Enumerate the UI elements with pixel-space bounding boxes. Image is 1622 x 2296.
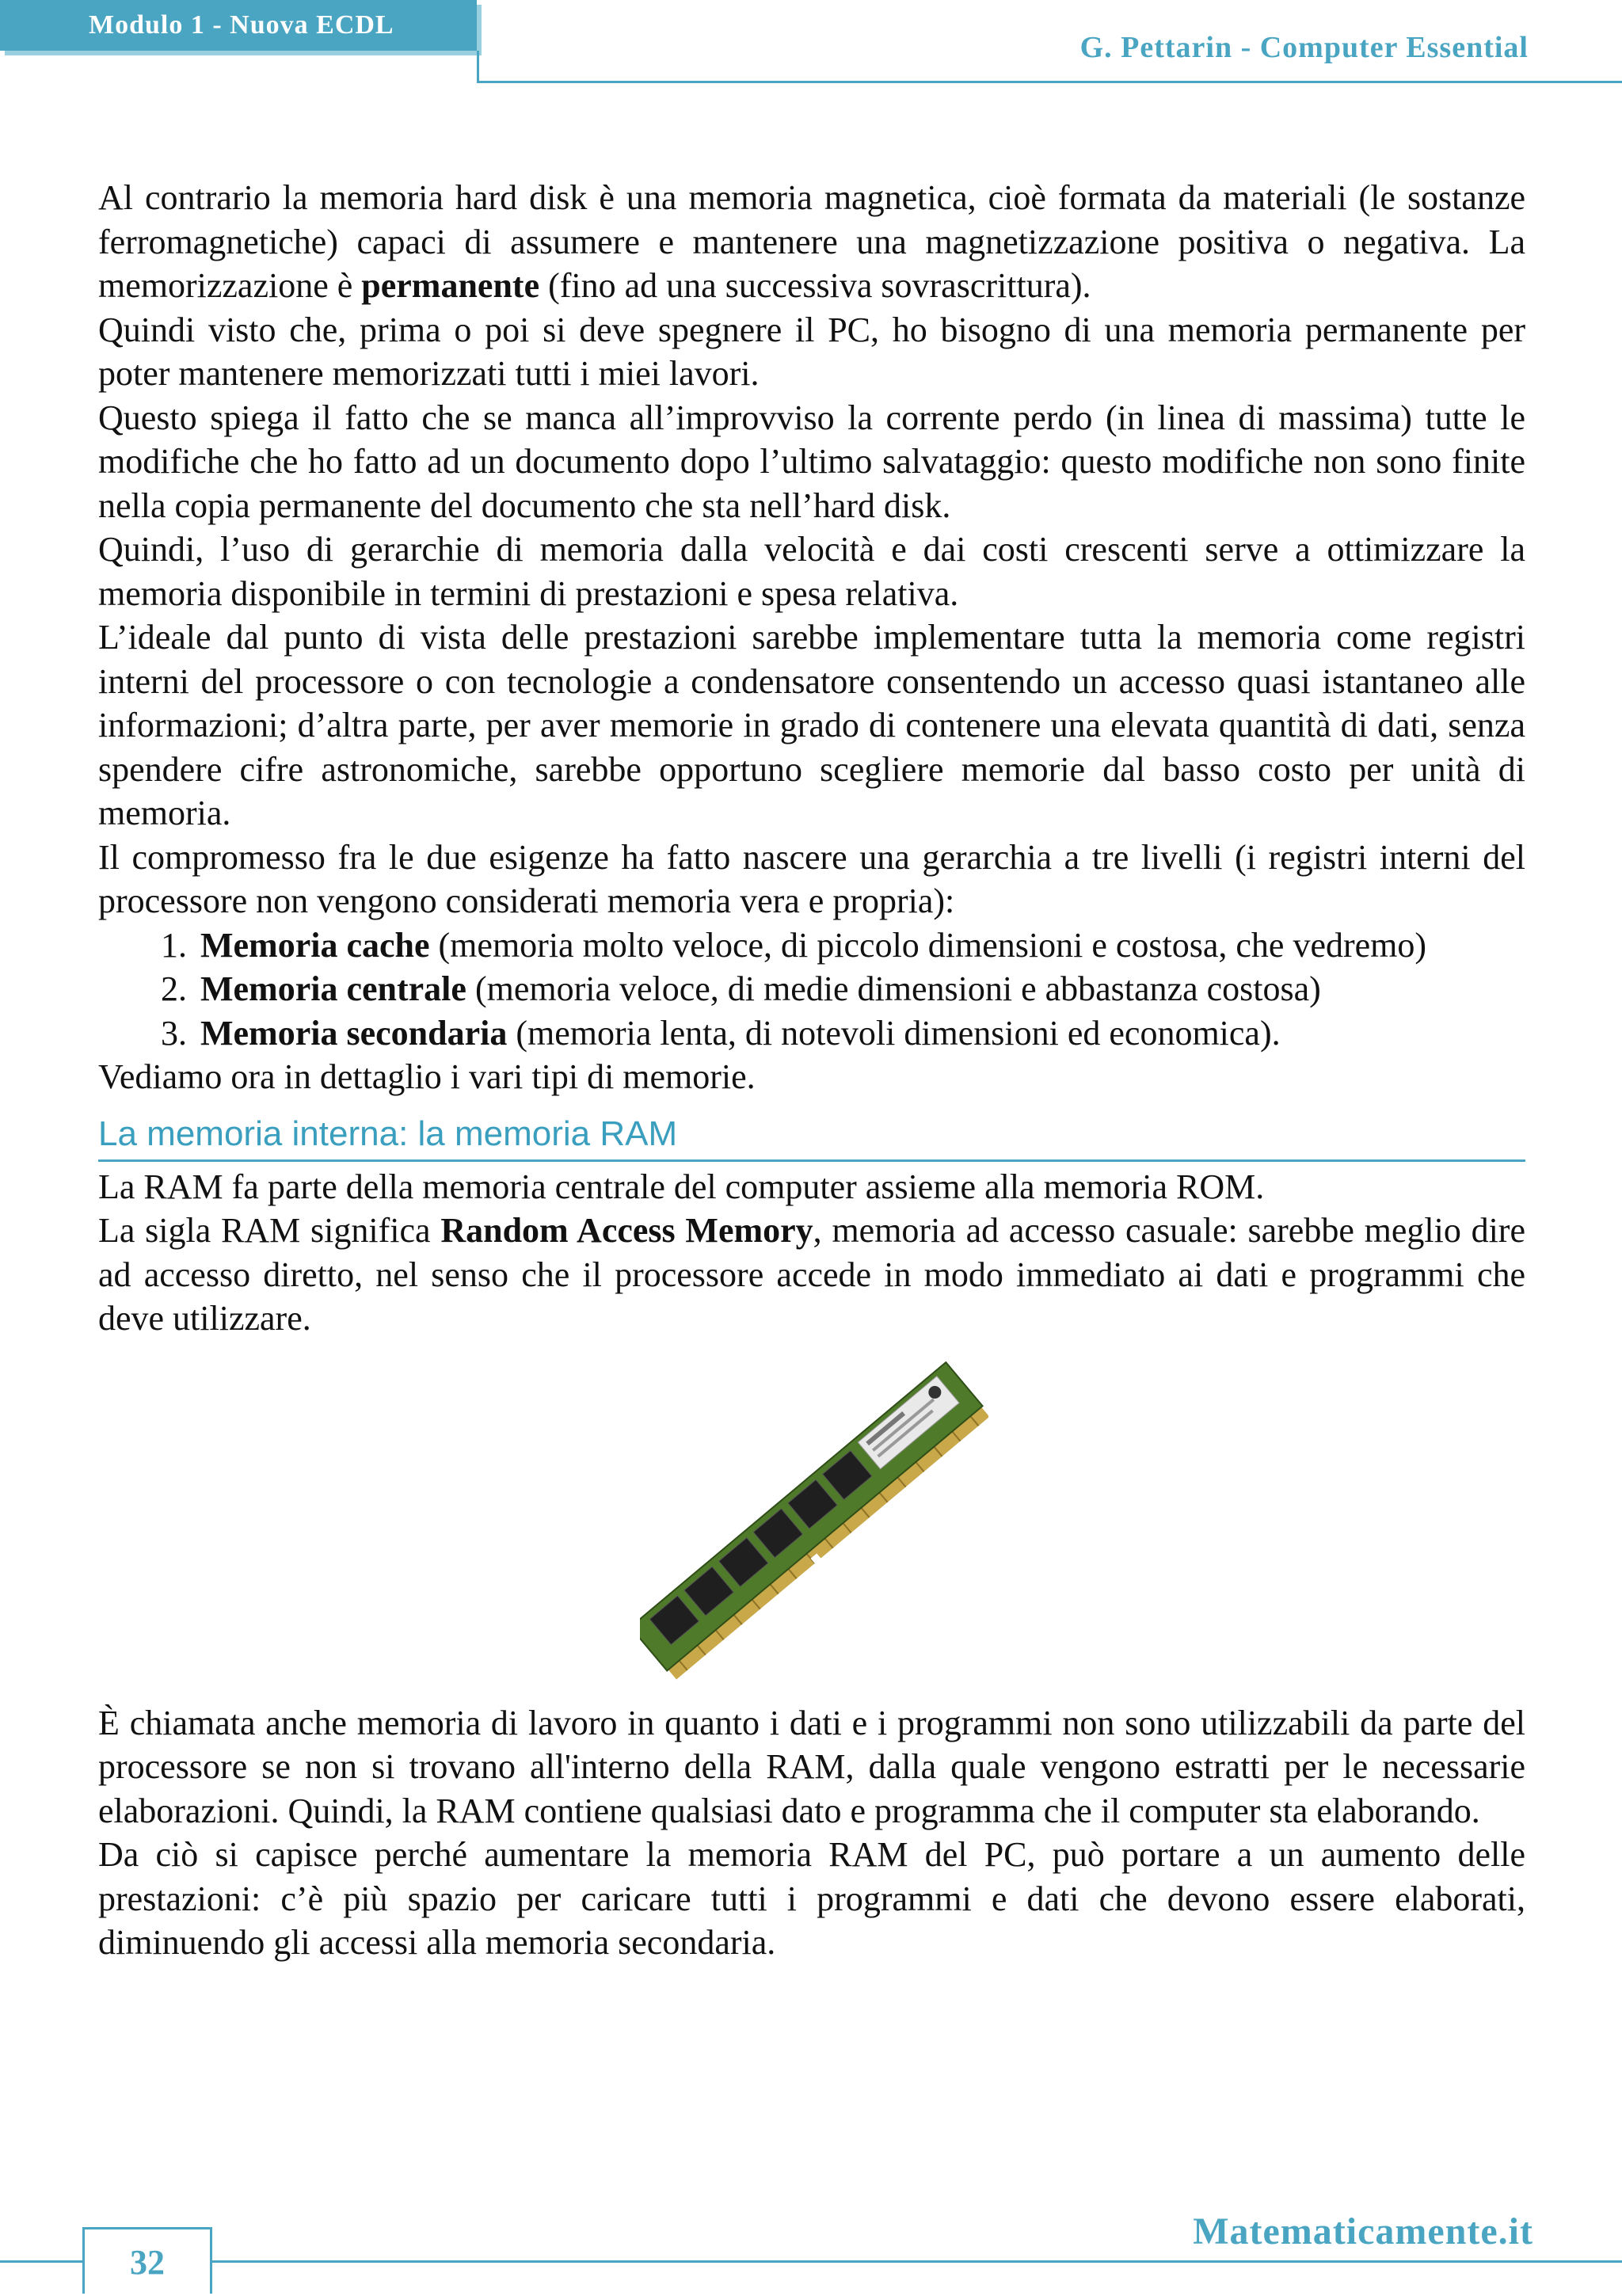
list-item: 1. Memoria cache (memoria molto veloce, di piccolo dimensioni e costosa, che vedremo) [196,923,1525,968]
paragraph: La RAM fa parte della memoria centrale del computer assieme alla memoria ROM. [98,1167,1265,1206]
book-title: G. Pettarin - Computer Essential [1079,31,1529,64]
page-content [98,176,1525,1965]
paragraph: Quindi, l’uso di gerarchie di memoria dalla velocità e dai costi crescenti serve a ottimizzare la memoria disponibile in termini di prestazioni e spesa relativa. [98,530,1525,613]
paragraph: Il compromesso fra le due esigenze ha fatto nascere una gerarchia a tre livelli (i registri interni del processore non vengono considerati memoria vera e propria): [98,837,1525,920]
paragraph: Quindi visto che, prima o poi si deve spegnere il PC, ho bisogno di una memoria permanente per poter mantenere memorizzati tutti i miei lavori. [98,310,1525,393]
header-divider-vertical [477,51,479,83]
paragraph: Vediamo ora in dettaglio i vari tipi di memorie. [98,1057,756,1096]
page-number: 32 [82,2227,212,2294]
paragraph: Al contrario la memoria hard disk è una memoria magnetica, cioè formata da materiali (le sostanze ferromagnetiche) capaci di assumere e mantenere una magnetizzazione positiva o negativa. La memorizzazione è permanente (fino ad una successiva sovrascrittura). [98,178,1525,305]
ram-module-image [640,1361,988,1694]
site-brand: Matematicamente.it [1193,2210,1533,2252]
paragraph: Da ciò si capisce perché aumentare la memoria RAM del PC, può portare a un aumento delle prestazioni: c’è più spazio per caricare tutti i programmi e dati che devono essere elaborati, diminuendo gli accessi alla memoria secondaria. [98,1835,1525,1962]
paragraph: L’ideale dal punto di vista delle prestazioni sarebbe implementare tutta la memoria come registri interni del processore o con tecnologie a condensatore consentendo un accesso quasi istantaneo alle informazioni; d’altra parte, per aver memorie in grado di contenere una elevata quantità di dati, senza spendere cifre astronomiche, sarebbe opportuno scegliere memorie dal basso costo per unità di memoria. [98,618,1525,832]
paragraph: La sigla RAM significa Random Access Memory, memoria ad accesso casuale: sarebbe meglio dire ad accesso diretto, nel senso che il processore accede in modo immediato ai dati e programmi che deve utilizzare. [98,1211,1525,1338]
footer-divider [0,2260,1622,2263]
paragraph: Questo spiega il fatto che se manca all’improvviso la corrente perdo (in linea di massima) tutte le modifiche che ho fatto ad un documento dopo l’ultimo salvataggio: questo modifiche non sono finite nella copia permanente del documento che sta nell’hard disk. [98,398,1525,525]
module-label: Modulo 1 - Nuova ECDL [0,0,477,51]
ram-module-figure [98,1341,1525,1701]
section-title: La memoria interna: la memoria RAM [98,1112,1525,1162]
paragraph: È chiamata anche memoria di lavoro in quanto i dati e i programmi non sono utilizzabili da parte del processore se non si trovano all'interno della RAM, dalla quale vengono estratti per le necessarie elaborazioni. Quindi, la RAM contiene qualsiasi dato e programma che il computer sta elaborando. [98,1703,1525,1830]
memory-hierarchy-list [98,923,1525,1056]
header-divider [477,81,1622,83]
list-item: 3. Memoria secondaria (memoria lenta, di notevoli dimensioni ed economica). [196,1011,1525,1056]
list-item: 2. Memoria centrale (memoria veloce, di medie dimensioni e abbastanza costosa) [196,967,1525,1011]
